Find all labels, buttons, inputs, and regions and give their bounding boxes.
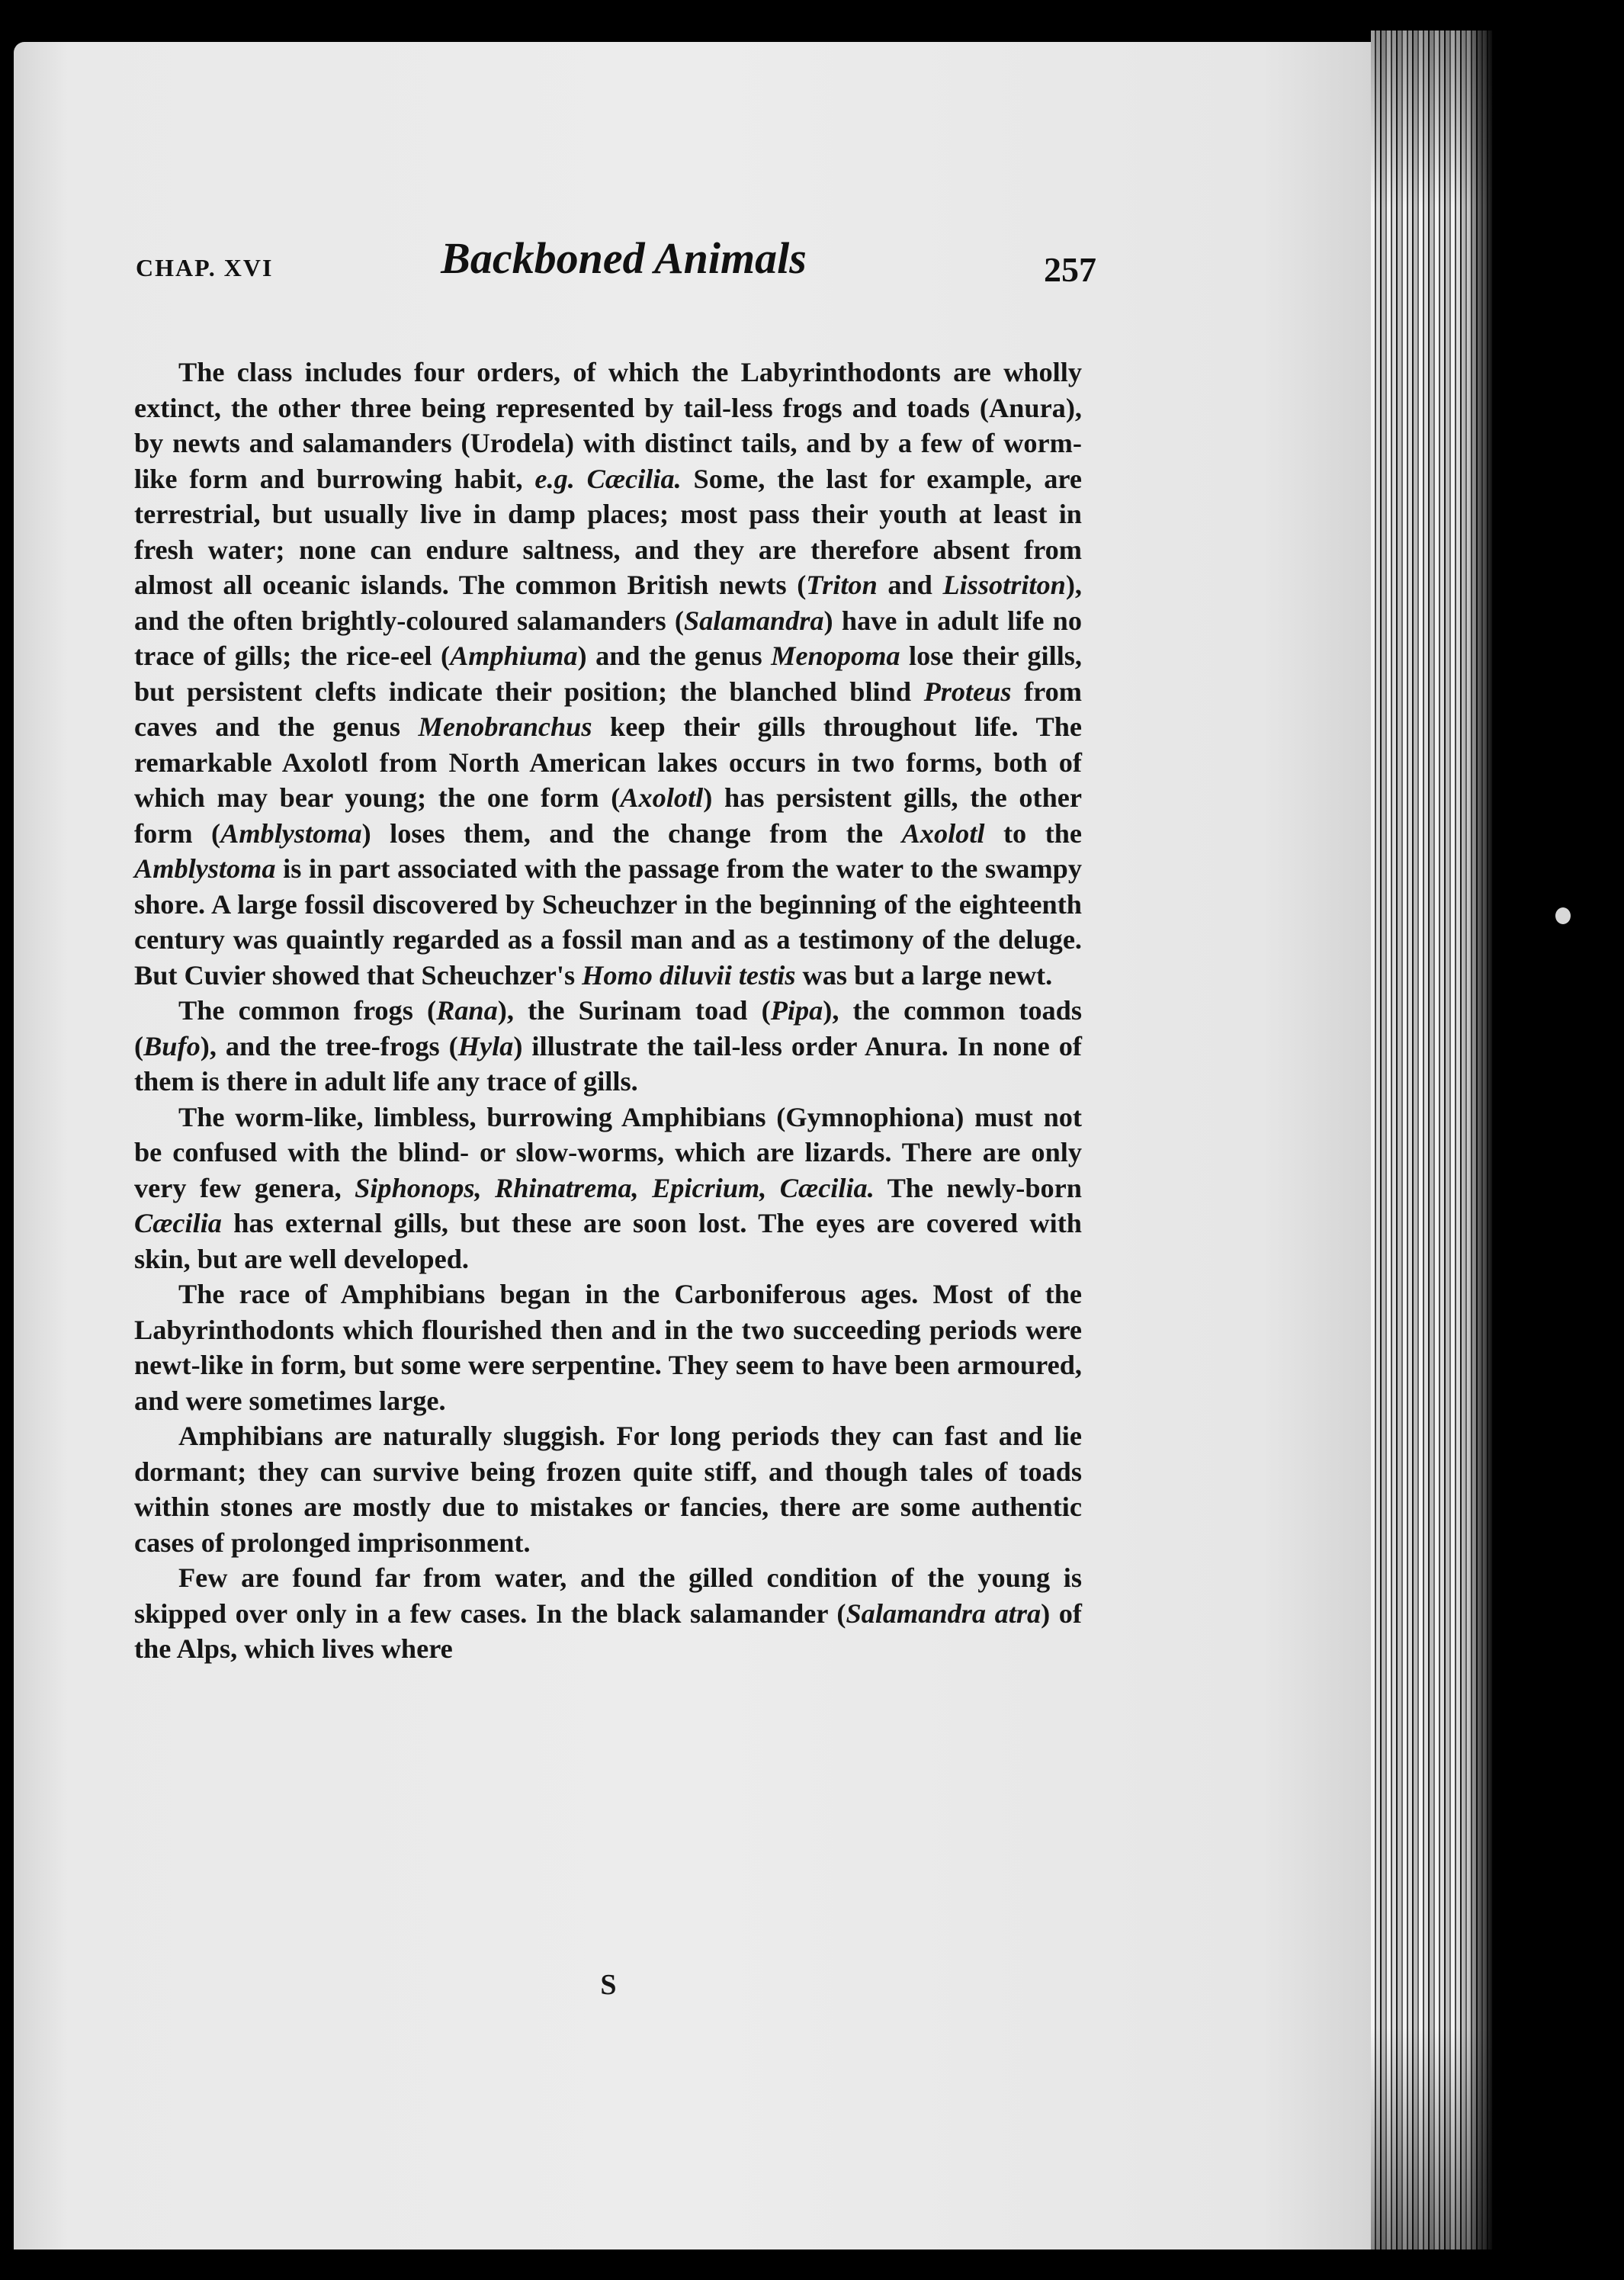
italic-term: Axolotl [620, 782, 704, 813]
text-run: to the [984, 817, 1082, 849]
italic-term: Salamandra [683, 605, 824, 636]
italic-term: Homo diluvii testis [582, 959, 796, 991]
italic-term: Menopoma [771, 641, 900, 671]
text-run: ) has persistent gills, the other form ( [134, 782, 1082, 849]
text-run: ), and the often brightly-coloured salamanders ( [134, 570, 1082, 636]
italic-term: Pipa [770, 995, 823, 1026]
chapter-label: CHAP. XVI [136, 254, 274, 281]
text-run: Few are found far from water, and the gilled condition of the young is skipped over only in a few cases. In the black salamander ( [134, 1562, 1082, 1629]
text-run: ) and the genus [577, 641, 772, 671]
text-run: ) of the Alps, which lives where [134, 1598, 1082, 1664]
text-run: from caves and the genus [134, 676, 1083, 742]
italic-term: Lissotriton [942, 570, 1066, 600]
italic-term: Amblystoma [134, 853, 276, 884]
edge-spot [1555, 907, 1571, 924]
text-run: The common frogs ( [178, 995, 437, 1026]
italic-term: Bufo [143, 1030, 201, 1061]
text-run: ) illustrate the tail-less order Anura. In none of them is there in adult life any trace of gills. [134, 1030, 1082, 1097]
italic-term: Proteus [923, 676, 1012, 707]
italic-term: Siphonops, Rhinatrema, Epicrium, Cæcilia. [355, 1172, 875, 1203]
text-run: ), the common toads ( [134, 995, 1082, 1061]
italic-term: Axolotl [901, 817, 985, 849]
italic-term: Menobranchus [418, 711, 592, 742]
text-run: The newly-born [874, 1172, 1082, 1203]
italic-term: Rana [436, 995, 498, 1026]
text-run: ), and the tree-frogs ( [200, 1030, 458, 1061]
italic-term: e.g. Cæcilia. [534, 463, 682, 494]
page-number: 257 [1044, 250, 1096, 289]
body-text [134, 355, 1082, 1667]
text-run: was but a large newt. [795, 959, 1053, 991]
text-run: The class includes four orders, of which the Labyrinthodonts are wholly extinct, the other three being represented by tail-less frogs and toads (Anura), by newts and salamanders (Urodela) with distinct tails, and by a few of worm-like form and burrowing habit, [134, 357, 1082, 494]
text-run: is in part associated with the passage from the water to the swampy shore. A large fossil discovered by Scheuchzer in the beginning of the eighteenth century was quaintly regarded as a fossil man and as a testimony of the deluge. But Cuvier showed that Scheuchzer's [134, 853, 1082, 991]
page-edges-shade [1371, 31, 1493, 2249]
italic-term: Hyla [457, 1030, 514, 1061]
text-run: The race of Amphibians began in the Carboniferous ages. Most of the Labyrinthodonts which flourished then and in the two succeeding periods were newt-like in form, but some were serpentine. They seem to have been armoured, and were sometimes large. [134, 1279, 1082, 1416]
paragraph [134, 355, 1082, 993]
text-run: lose their gills, but persistent clefts indicate their position; the blanched blind [134, 641, 1082, 707]
paragraph [134, 1418, 1082, 1560]
italic-term: Triton [806, 570, 878, 600]
text-run: Some, the last for example, are terrestrial, but usually live in damp places; most pass their youth at least in fresh water; none can endure saltness, and they are therefore absent from almost all oceanic islands. The common British newts ( [134, 463, 1082, 600]
running-title: Backboned Animals [441, 233, 807, 283]
text-run: ) loses them, and the change from the [361, 817, 902, 849]
italic-term: Salamandra atra [846, 1598, 1041, 1629]
italic-term: Amblystoma [220, 817, 362, 849]
paragraph [134, 1100, 1082, 1277]
text-run: ), the Surinam toad ( [497, 995, 771, 1026]
italic-term: Cæcilia [134, 1208, 222, 1238]
page-edges [1371, 31, 1493, 2249]
text-run: has external gills, but these are soon lost. The eyes are covered with skin, but are well developed. [134, 1208, 1082, 1274]
paragraph [134, 1560, 1082, 1667]
text-run: The worm-like, limbless, burrowing Amphibians (Gymnophiona) must not be confused with the blind- or slow-worms, which are lizards. There are only very few genera, [134, 1101, 1082, 1203]
paragraph [134, 993, 1082, 1100]
signature-mark: S [600, 1969, 617, 2001]
book-page [14, 42, 1371, 2249]
text-run: keep their gills throughout life. The remarkable Axolotl from North American lakes occurs in two forms, both of which may bear young; the one form ( [134, 711, 1082, 813]
text-run: ) have in adult life no trace of gills; the rice-eel ( [134, 605, 1082, 671]
paragraph [134, 1276, 1082, 1418]
running-header [120, 233, 1096, 301]
italic-term: Amphiuma [450, 641, 578, 671]
text-run: Amphibians are naturally sluggish. For long periods they can fast and lie dormant; they can survive being frozen quite stiff, and though tales of toads within stones are mostly due to mistakes or fancies, there are some authentic cases of prolonged imprisonment. [134, 1421, 1082, 1558]
text-run: and [877, 570, 943, 600]
